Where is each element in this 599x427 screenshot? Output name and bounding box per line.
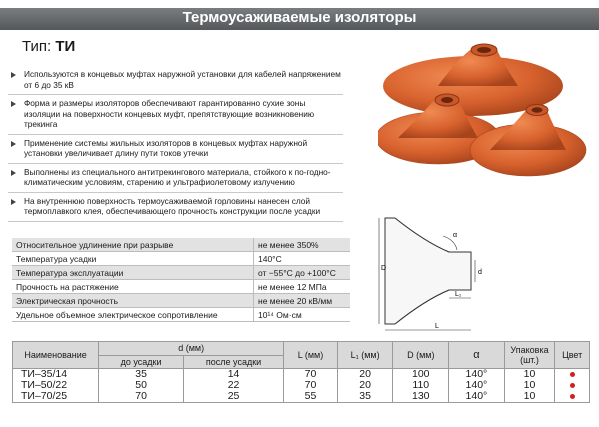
property-name: Прочность на растяжение (12, 280, 254, 294)
spec-table (12, 341, 590, 403)
header-pack: Упаковка (шт.) (504, 342, 555, 369)
feature-item: Выполнены из специального антитрекингового материала, стойкого к по-годно-климатическим условиям, старению и ультрафиолетовому излучению (8, 164, 343, 193)
cell-d-after: 25 (183, 391, 283, 403)
header-L1: L₁ (мм) (337, 342, 393, 369)
property-value: от −55°С до +100°С (254, 266, 351, 280)
feature-item: Используются в концевых муфтах наружной установки для кабелей напряжением от 6 до 35 кВ (8, 66, 343, 95)
cell-alpha: 140° (449, 369, 505, 381)
property-value: 10¹⁴ Ом·см (254, 308, 351, 322)
cell-d-after: 14 (183, 369, 283, 381)
feature-item: Форма и размеры изоляторов обеспечивают гарантированно сухие зоны изоляции на поверхности концевых муфт, препятствующие возникновению трекинга (8, 95, 343, 135)
feature-item: На внутреннюю поверхность термоусаживаемой горловины нанесен слой термоплавкого клея, обеспечивающего прочность конструкции после усадки (8, 193, 343, 222)
drawing-label-D: D (381, 265, 387, 272)
property-name: Электрическая прочность (12, 294, 254, 308)
table-row (13, 369, 590, 381)
cell-name: ТИ–70/25 (13, 391, 99, 403)
cell-alpha: 140° (449, 380, 505, 391)
property-name: Удельное объемное электрическое сопротивление (12, 308, 254, 322)
properties-row (12, 280, 350, 294)
cell-L1: 20 (337, 380, 393, 391)
property-value: не менее 12 МПа (254, 280, 351, 294)
cell-d-before: 70 (99, 391, 184, 403)
type-line (22, 38, 75, 55)
spec-header-row (13, 342, 590, 356)
property-value: не менее 20 кВ/мм (254, 294, 351, 308)
property-name: Относительное удлинение при разрыве (12, 238, 254, 252)
product-photo (378, 38, 588, 188)
feature-list (8, 66, 343, 222)
properties-row (12, 308, 350, 322)
type-value: ТИ (55, 38, 76, 55)
cell-alpha: 140° (449, 391, 505, 403)
cell-D: 100 (393, 369, 449, 381)
cell-d-before: 35 (99, 369, 184, 381)
drawing-label-d: d (478, 269, 482, 276)
property-value: не менее 350% (254, 238, 351, 252)
cell-L: 70 (284, 380, 338, 391)
color-swatch (570, 383, 575, 388)
cell-pack: 10 (504, 369, 555, 381)
property-name: Температура усадки (12, 252, 254, 266)
cell-color (555, 369, 590, 381)
header-L: L (мм) (284, 342, 338, 369)
color-swatch (570, 372, 575, 377)
table-row (13, 380, 590, 391)
cell-D: 130 (393, 391, 449, 403)
cell-L1: 20 (337, 369, 393, 381)
properties-row (12, 252, 350, 266)
feature-item: Применение системы жильных изоляторов в концевых муфтах наружной установки увеличивает длину пути токов утечки (8, 135, 343, 164)
color-swatch (570, 394, 575, 399)
cell-name: ТИ–50/22 (13, 380, 99, 391)
header-color: Цвет (555, 342, 590, 369)
drawing-label-L: L (435, 323, 439, 330)
cell-pack: 10 (504, 391, 555, 403)
dimension-drawing (375, 210, 515, 335)
properties-row (12, 294, 350, 308)
cell-color (555, 380, 590, 391)
properties-table (12, 238, 350, 322)
cell-L1: 35 (337, 391, 393, 403)
cell-color (555, 391, 590, 403)
cell-D: 110 (393, 380, 449, 391)
table-row (13, 391, 590, 403)
cell-name: ТИ–35/14 (13, 369, 99, 381)
header-d-after: после усадки (183, 355, 283, 369)
cell-L: 55 (284, 391, 338, 403)
header (0, 4, 599, 34)
header-name: Наименование (13, 342, 99, 369)
header-d: d (мм) (99, 342, 284, 356)
property-value: 140°С (254, 252, 351, 266)
cell-pack: 10 (504, 380, 555, 391)
property-name: Температура эксплуатации (12, 266, 254, 280)
header-alpha: α (449, 342, 505, 369)
cell-d-before: 50 (99, 380, 184, 391)
type-label: Тип: (22, 38, 52, 55)
drawing-label-alpha: α (453, 232, 458, 239)
header-D: D (мм) (393, 342, 449, 369)
page-title: Термоусаживаемые изоляторы (182, 9, 417, 26)
cell-L: 70 (284, 369, 338, 381)
header-d-before: до усадки (99, 355, 184, 369)
properties-row (12, 238, 350, 252)
drawing-label-L1: L₁ (455, 291, 462, 298)
cell-d-after: 22 (183, 380, 283, 391)
properties-row (12, 266, 350, 280)
